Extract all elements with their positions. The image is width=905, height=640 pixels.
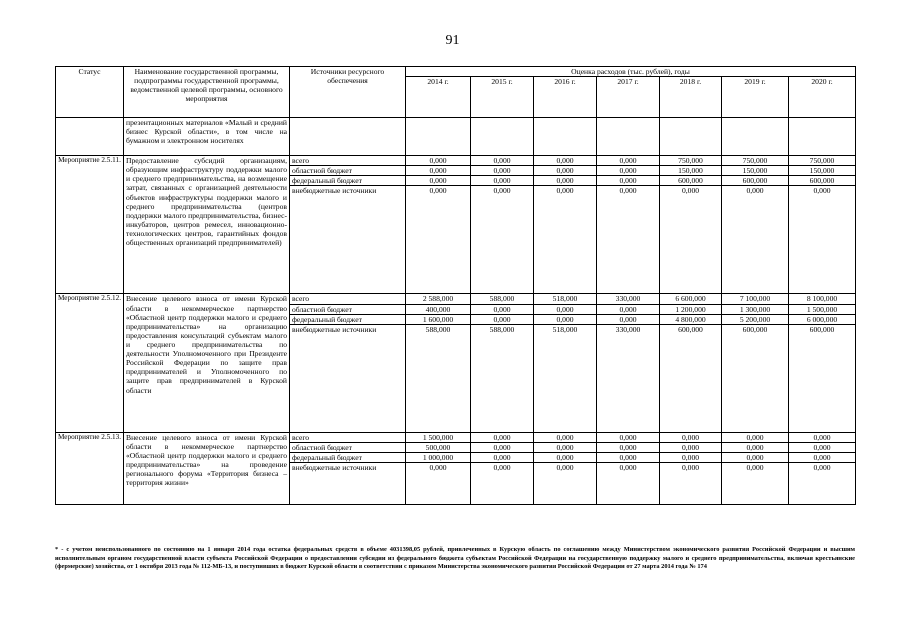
- value-cell: 750,000: [789, 156, 856, 166]
- value-cell: 0,000: [722, 442, 789, 452]
- expenditure-table: [55, 66, 856, 505]
- value-cell: 0,000: [722, 432, 789, 442]
- value-cell: 0,000: [597, 463, 660, 505]
- value-cell: 0,000: [534, 432, 597, 442]
- value-cell: 0,000: [406, 176, 471, 186]
- value-cell: 0,000: [789, 452, 856, 462]
- value-cell: 0,000: [660, 186, 722, 294]
- value-cell: 0,000: [660, 452, 722, 462]
- value-cell: 600,000: [722, 324, 789, 432]
- value-cell: 0,000: [789, 442, 856, 452]
- value-cell: 600,000: [789, 324, 856, 432]
- source-label: федеральный бюджет: [290, 314, 406, 324]
- value-cell: 600,000: [660, 176, 722, 186]
- value-cell: 0,000: [597, 156, 660, 166]
- header-year-2014: 2014 г.: [406, 77, 471, 118]
- source-label: внебюджетные источники: [290, 186, 406, 294]
- value-cell: 1 200,000: [660, 304, 722, 314]
- value-cell: 0,000: [660, 463, 722, 505]
- header-year-2017: 2017 г.: [597, 77, 660, 118]
- header-name: Наименование государственной программы, подпрограммы государственной программы, ведомственной целевой программы, основного мероприятия: [124, 67, 290, 118]
- value-cell: 2 588,000: [406, 294, 471, 304]
- value-cell: 150,000: [660, 166, 722, 176]
- value-cell: 0,000: [722, 452, 789, 462]
- value-cell: 0,000: [597, 452, 660, 462]
- footnote: * - с учетом неиспользованного по состоянию на 1 января 2014 года остатка федеральных средств в объеме 4031398,05 рублей, привлеченных в Курскую область по соглашению между Министерством экономического развития Российской Федерации и высшим исполнительным органом государственной власти субъекта Российской Федерации о предоставлении субсидии из федерального бюджета субъектам Российской Федерации на государственную поддержку малого и среднего предпринимательства, включая крестьянские (фермерские) хозяйства, от 1 октября 2013 года № 112-МБ-13, и поступивших в бюджет Курской области в соответствии с приказом Министерства экономического развития Российской Федерации от 27 марта 2014 года № 174: [55, 546, 855, 571]
- value-cell: 0,000: [534, 156, 597, 166]
- value-cell: 0,000: [534, 304, 597, 314]
- table-row: [56, 294, 856, 304]
- value-cell: 0,000: [789, 432, 856, 442]
- value-cell: 1 600,000: [406, 314, 471, 324]
- measure-status: Мероприятие 2.5.11.: [56, 156, 124, 294]
- value-cell: 0,000: [534, 166, 597, 176]
- value-cell: 0,000: [534, 186, 597, 294]
- value-cell: 0,000: [471, 442, 534, 452]
- measure-name: Внесение целевого взноса от имени Курской области в некоммерческое партнерство «Областной центр поддержки малого и среднего предпринимательства» на проведение регионального форума «Территория бизнеса – территория жизни»: [124, 432, 290, 504]
- value-cell: 0,000: [471, 166, 534, 176]
- value-cell: 0,000: [406, 166, 471, 176]
- value-cell: 588,000: [471, 294, 534, 304]
- page-number: 91: [445, 33, 460, 48]
- value-cell: 400,000: [406, 304, 471, 314]
- value-cell: 1 300,000: [722, 304, 789, 314]
- continuation-text: презентационных материалов «Малый и средний бизнес Курской области», в том числе на бумажном и электронном носителях: [124, 118, 290, 156]
- table-row: [56, 432, 856, 442]
- value-cell: 8 100,000: [789, 294, 856, 304]
- source-label: всего: [290, 432, 406, 442]
- table-row: [56, 156, 856, 166]
- value-cell: 0,000: [597, 432, 660, 442]
- value-cell: 0,000: [534, 442, 597, 452]
- measure-status: Мероприятие 2.5.12.: [56, 294, 124, 432]
- value-cell: 1 500,000: [789, 304, 856, 314]
- value-cell: 0,000: [722, 463, 789, 505]
- value-cell: 0,000: [660, 442, 722, 452]
- measure-status: Мероприятие 2.5.13.: [56, 432, 124, 504]
- value-cell: 0,000: [406, 186, 471, 294]
- value-cell: 0,000: [534, 452, 597, 462]
- source-label: федеральный бюджет: [290, 176, 406, 186]
- value-cell: 0,000: [789, 186, 856, 294]
- measure-name: Предоставление субсидий организациям, образующим инфраструктуру поддержки малого и среднего предпринимательства, на возмещение затрат, связанных с организацией деятельности объектов инфраструктуры поддержки малого и среднего предпринимательства (центров поддержки малого предпринимательства, бизнес-инкубаторов, центров ремесел, инновационно-технологических центров, гарантийных фондов общественных организаций предпринимателей): [124, 156, 290, 294]
- value-cell: 0,000: [597, 166, 660, 176]
- header-year-2020: 2020 г.: [789, 77, 856, 118]
- value-cell: 750,000: [722, 156, 789, 166]
- header-year-2015: 2015 г.: [471, 77, 534, 118]
- value-cell: 330,000: [597, 324, 660, 432]
- value-cell: 1 000,000: [406, 452, 471, 462]
- source-label: всего: [290, 156, 406, 166]
- value-cell: 0,000: [471, 463, 534, 505]
- value-cell: 0,000: [471, 186, 534, 294]
- value-cell: 4 800,000: [660, 314, 722, 324]
- source-label: внебюджетные источники: [290, 324, 406, 432]
- value-cell: 0,000: [597, 314, 660, 324]
- value-cell: 0,000: [722, 186, 789, 294]
- source-label: областной бюджет: [290, 166, 406, 176]
- value-cell: 330,000: [597, 294, 660, 304]
- value-cell: 0,000: [471, 304, 534, 314]
- value-cell: 150,000: [722, 166, 789, 176]
- value-cell: 750,000: [660, 156, 722, 166]
- value-cell: 600,000: [789, 176, 856, 186]
- value-cell: 6 600,000: [660, 294, 722, 304]
- value-cell: 0,000: [597, 186, 660, 294]
- value-cell: 600,000: [660, 324, 722, 432]
- value-cell: 0,000: [471, 176, 534, 186]
- value-cell: 500,000: [406, 442, 471, 452]
- header-year-2019: 2019 г.: [722, 77, 789, 118]
- source-label: всего: [290, 294, 406, 304]
- source-label: внебюджетные источники: [290, 463, 406, 505]
- value-cell: 0,000: [406, 156, 471, 166]
- header-sources: Источники ресурсного обеспечения: [290, 67, 406, 118]
- header-year-2016: 2016 г.: [534, 77, 597, 118]
- header-row: [56, 67, 856, 77]
- value-cell: 7 100,000: [722, 294, 789, 304]
- value-cell: 0,000: [534, 314, 597, 324]
- value-cell: 5 200,000: [722, 314, 789, 324]
- value-cell: 0,000: [471, 452, 534, 462]
- value-cell: 0,000: [597, 442, 660, 452]
- value-cell: 518,000: [534, 294, 597, 304]
- value-cell: 1 500,000: [406, 432, 471, 442]
- value-cell: 588,000: [471, 324, 534, 432]
- value-cell: 600,000: [722, 176, 789, 186]
- continuation-row: [56, 118, 856, 156]
- header-status: Статус: [56, 67, 124, 118]
- value-cell: 0,000: [597, 176, 660, 186]
- measure-name: Внесение целевого взноса от имени Курской области в некоммерческое партнерство «Областной центр поддержки малого и среднего предпринимательства» на организацию предоставления консультаций субъектам малого и среднего предпринимательства по деятельности Уполномоченного при Президенте Российской Федерации по защите прав предпринимателей и Уполномоченного по защите прав предпринимателей в Курской области: [124, 294, 290, 432]
- value-cell: 588,000: [406, 324, 471, 432]
- value-cell: 0,000: [534, 176, 597, 186]
- value-cell: 0,000: [406, 463, 471, 505]
- source-label: федеральный бюджет: [290, 452, 406, 462]
- source-label: областной бюджет: [290, 442, 406, 452]
- source-label: областной бюджет: [290, 304, 406, 314]
- value-cell: 150,000: [789, 166, 856, 176]
- value-cell: 0,000: [534, 463, 597, 505]
- value-cell: 518,000: [534, 324, 597, 432]
- header-year-2018: 2018 г.: [660, 77, 722, 118]
- value-cell: 0,000: [471, 432, 534, 442]
- value-cell: 0,000: [471, 156, 534, 166]
- value-cell: 0,000: [471, 314, 534, 324]
- value-cell: 0,000: [597, 304, 660, 314]
- value-cell: 0,000: [660, 432, 722, 442]
- value-cell: 6 000,000: [789, 314, 856, 324]
- value-cell: 0,000: [789, 463, 856, 505]
- header-estimate: Оценка расходов (тыс. рублей), годы: [406, 67, 856, 77]
